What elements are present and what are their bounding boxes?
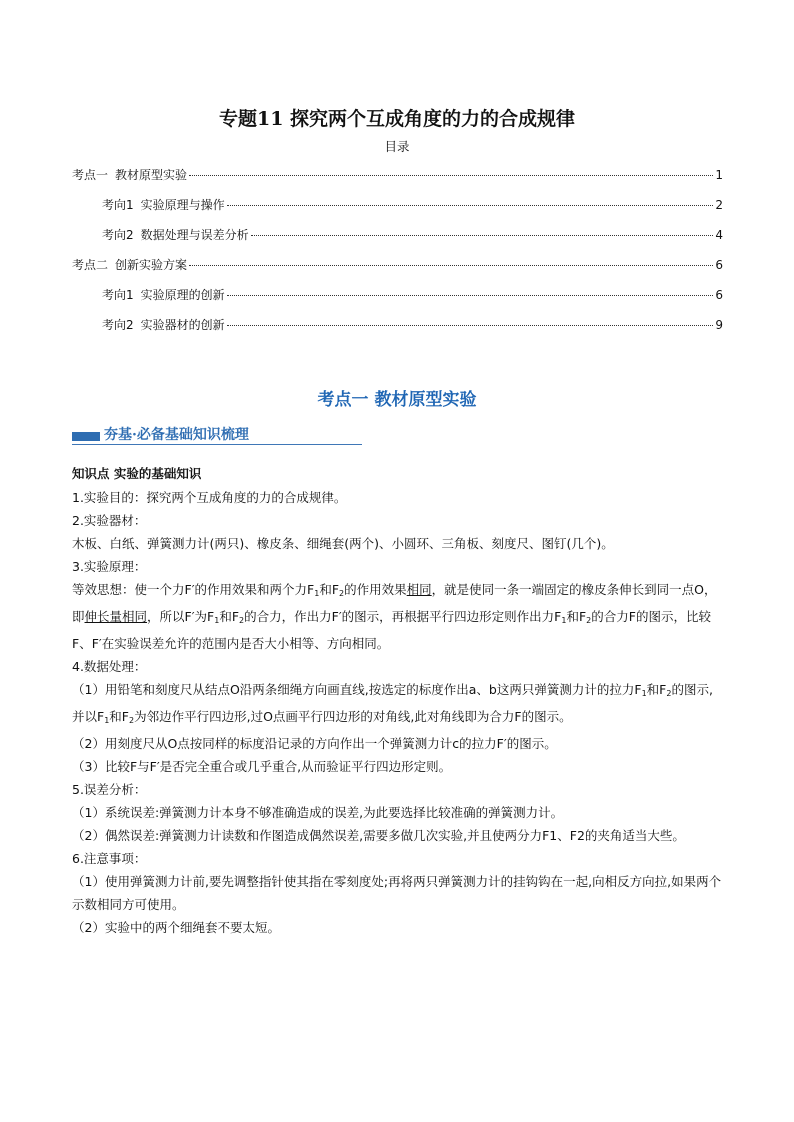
toc-entry-text: 实验器材的创新 <box>140 318 225 332</box>
toc-entry[interactable] <box>72 316 723 346</box>
underlined-term: 相同 <box>406 582 432 597</box>
banner-bar-icon <box>72 432 100 441</box>
toc-entry-page: 2 <box>715 198 723 212</box>
knowledge-point-heading: 知识点 实验的基础知识 <box>72 466 202 481</box>
equipment-text: 木板、白纸、弹簧测力计(两只)、橡皮条、细绳套(两个)、小圆环、三角板、刻度尺、图钉(几个)。 <box>72 536 614 551</box>
toc-leader-dots <box>227 205 714 206</box>
toc-leader-dots <box>227 295 714 296</box>
toc-entry-number: 考向2 <box>102 228 134 242</box>
data-processing-item: （1）用铅笔和刻度尺从结点O沿两条细绳方向画直线,按选定的标度作出a、b这两只弹簧测力计的拉力$F_1$和$F_2$的图示,并以$F_1$和$F_2$为邻边作平行四边形,过O点画平行四边形的对角线,此对角线即为合力F的图示。 <box>72 682 713 725</box>
toc-heading: 目录 <box>384 139 410 154</box>
toc-entry[interactable] <box>72 286 723 316</box>
toc-entry-page: 9 <box>715 318 723 332</box>
toc-entry[interactable] <box>72 256 723 286</box>
toc-leader-dots <box>251 235 714 236</box>
document-title: 专题11 探究两个互成角度的力的合成规律 <box>218 108 576 130</box>
toc-entry-number: 考向2 <box>102 318 134 332</box>
section-title: 考点一 教材原型实验 <box>317 390 477 410</box>
toc-leader-dots <box>189 265 713 266</box>
toc-entry-text: 创新实验方案 <box>115 258 188 272</box>
data-processing-item: （2）用刻度尺从O点按同样的标度沿记录的方向作出一个弹簧测力计c的拉力F′的图示。 <box>72 736 557 751</box>
paragraph-heading: 2.实验器材： <box>72 513 147 528</box>
paragraph-heading: 1.实验目的：探究两个互成角度的力的合成规律。 <box>72 490 347 505</box>
banner-underline <box>72 444 362 445</box>
toc-leader-dots <box>227 325 714 326</box>
note-item: （1）使用弹簧测力计前,要先调整指针使其指在零刻度处;再将两只弹簧测力计的挂钩钩在一起,向相反方向拉,如果两个示数相同方可使用。 <box>72 874 722 912</box>
table-of-contents <box>72 166 723 346</box>
underlined-term: 伸长量相同 <box>84 609 148 624</box>
paragraph-heading: 4.数据处理： <box>72 659 147 674</box>
toc-leader-dots <box>189 175 713 176</box>
toc-entry-page: 6 <box>715 288 723 302</box>
paragraph-heading: 6.注意事项： <box>72 851 147 866</box>
toc-entry[interactable] <box>72 226 723 256</box>
body-content <box>72 462 724 939</box>
toc-entry-number: 考点一 <box>72 168 109 182</box>
toc-entry-text: 实验原理的创新 <box>140 288 225 302</box>
toc-entry-page: 1 <box>715 168 723 182</box>
data-processing-item: （3）比较F与F′是否完全重合或几乎重合,从而验证平行四边形定则。 <box>72 759 452 774</box>
banner-text: 夯基·必备基础知识梳理 <box>104 427 249 443</box>
toc-entry-page: 4 <box>715 228 723 242</box>
toc-entry-number: 考向1 <box>102 198 134 212</box>
toc-entry[interactable] <box>72 166 723 196</box>
toc-entry-number: 考向1 <box>102 288 134 302</box>
error-analysis-item: （2）偶然误差:弹簧测力计读数和作图造成偶然误差,需要多做几次实验,并且使两分力F1、F2的夹角适当大些。 <box>72 828 685 843</box>
toc-entry-number: 考点二 <box>72 258 109 272</box>
note-item: （2）实验中的两个细绳套不要太短。 <box>72 920 280 935</box>
toc-entry[interactable] <box>72 196 723 226</box>
error-analysis-item: （1）系统误差:弹簧测力计本身不够准确造成的误差,为此要选择比较准确的弹簧测力计。 <box>72 805 564 820</box>
toc-entry-text: 数据处理与误差分析 <box>140 228 249 242</box>
paragraph-heading: 3.实验原理： <box>72 559 147 574</box>
paragraph-heading: 5.误差分析： <box>72 782 147 797</box>
section-banner <box>72 423 362 445</box>
toc-entry-text: 教材原型实验 <box>115 168 188 182</box>
principle-text: 等效思想：使一个力F′的作用效果和两个力$F_1$和$F_2$的作用效果相同，就是使同一条一端固定的橡皮条伸长到同一点O，即伸长量相同，所以F′为$F_1$和$F_2$的合力，作出力F′的图示，再根据平行四边形定则作出力$F_1$和$F_2$的合力F的图示，比较F、F′在实验误差允许的范围内是否大小相等、方向相同。 <box>72 582 717 651</box>
toc-entry-text: 实验原理与操作 <box>140 198 225 212</box>
toc-entry-page: 6 <box>715 258 723 272</box>
